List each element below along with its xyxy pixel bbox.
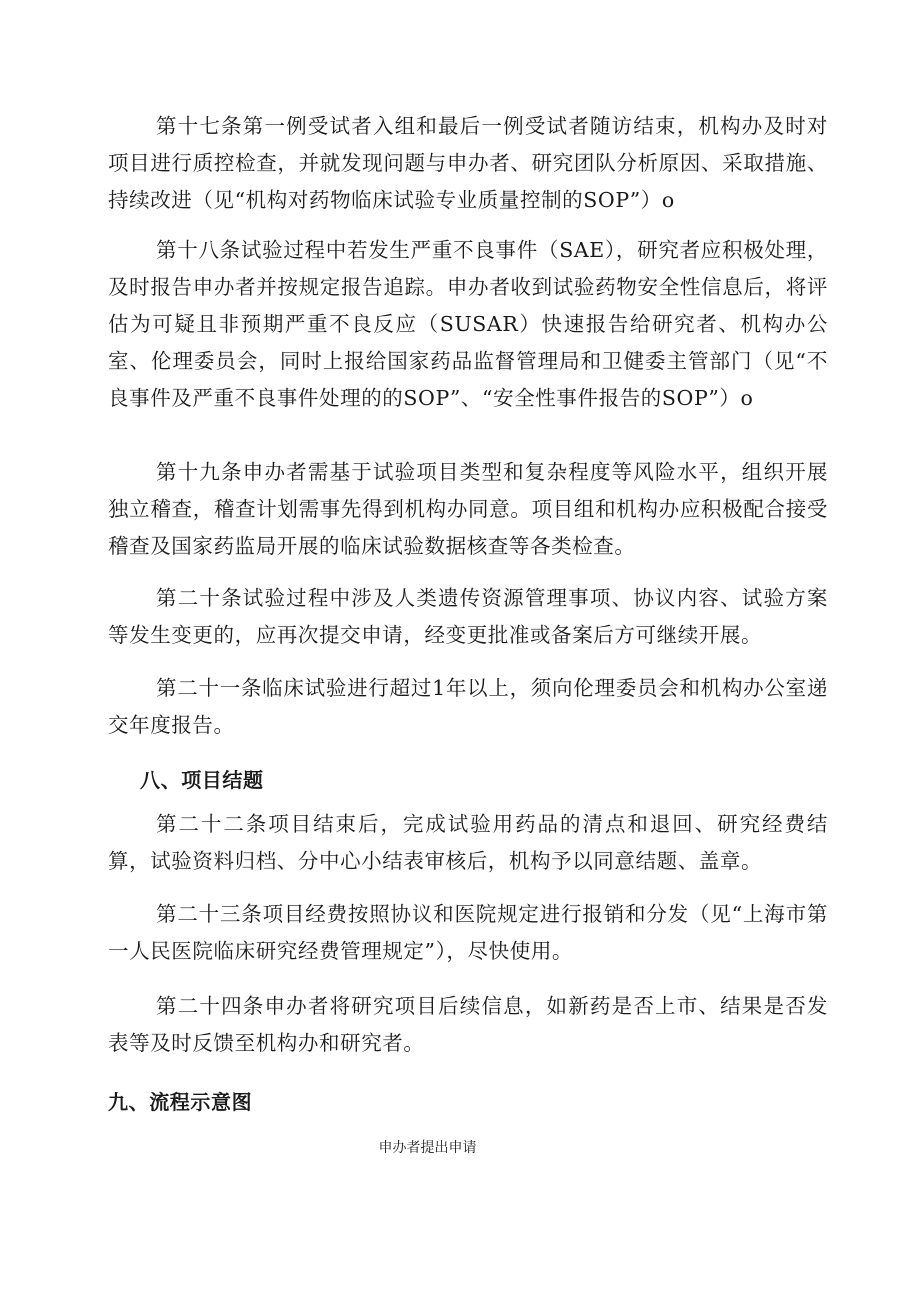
article-21: 第二十一条临床试验进行超过1年以上，须向伦理委员会和机构办公室递交年度报告。 bbox=[108, 676, 828, 737]
section-8-heading: 八、项目结题 bbox=[140, 768, 264, 792]
article-24: 第二十四条申办者将研究项目后续信息，如新药是否上市、结果是否发表等及时反馈至机构办和研究者。 bbox=[108, 994, 828, 1055]
article-17: 第十七条第一例受试者入组和最后一例受试者随访结束，机构办及时对项目进行质控检查，并就发现问题与申办者、研究团队分析原因、采取措施、持续改进（见“机构对药物临床试验专业质量控制的SOP”）o bbox=[108, 114, 828, 212]
article-20: 第二十条试验过程中涉及人类遗传资源管理事项、协议内容、试验方案等发生变更的，应再次提交申请，经变更批准或备案后方可继续开展。 bbox=[108, 586, 828, 647]
flowchart-step-apply: 申办者提出申请 bbox=[378, 1140, 477, 1156]
section-9-heading: 九、流程示意图 bbox=[108, 1090, 253, 1114]
article-19: 第十九条申办者需基于试验项目类型和复杂程度等风险水平，组织开展独立稽查，稽查计划需事先得到机构办同意。项目组和机构办应积极配合接受稽查及国家药监局开展的临床试验数据核查等各类检查。 bbox=[108, 460, 828, 558]
article-23: 第二十三条项目经费按照协议和医院规定进行报销和分发（见“上海市第一人民医院临床研究经费管理规定”），尽快使用。 bbox=[108, 902, 828, 963]
article-22: 第二十二条项目结束后，完成试验用药品的清点和退回、研究经费结算，试验资料归档、分中心小结表审核后，机构予以同意结题、盖章。 bbox=[108, 812, 828, 873]
article-18: 第十八条试验过程中若发生严重不良事件（SAE），研究者应积极处理，及时报告申办者并按规定报告追踪。申办者收到试验药物安全性信息后，将评估为可疑且非预期严重不良反应（SUSAR）快速报告给研究者、机构办公室、伦理委员会，同时上报给国家药品监督管理局和卫健委主管部门（见“不良事件及严重不良事件处理的的SOP”、“安全性事件报告的SOP”）o bbox=[108, 238, 828, 410]
